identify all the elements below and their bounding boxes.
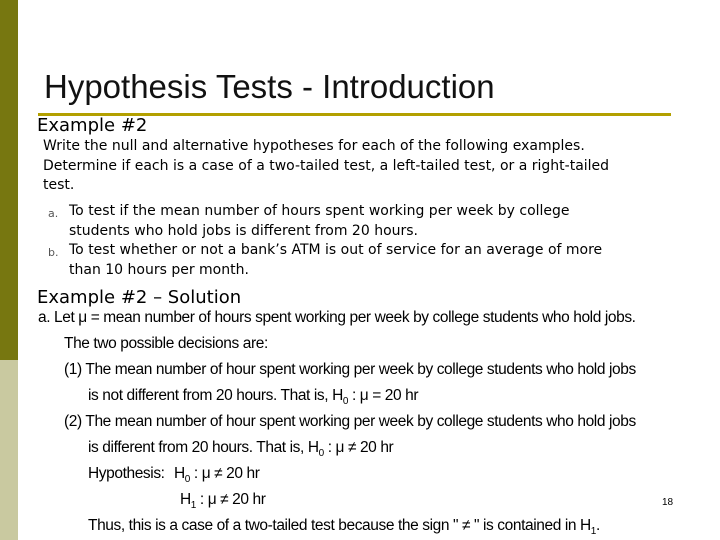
- left-band-upper: [0, 0, 18, 360]
- solution-line-let: a. Let μ = mean number of hours spent working per week by college students who hold jobs.: [38, 309, 636, 326]
- h0-equal-text: is not different from 20 hours. That is, H: [88, 387, 343, 404]
- h1-equation: : μ ≠ 20 hr: [195, 491, 266, 508]
- list-item-text: To test whether or not a bank’s ATM is out of service for an average of more than 10 hours per month.: [69, 242, 603, 278]
- example-heading: Example #2: [37, 115, 148, 136]
- h0-subscript: 0: [342, 396, 349, 408]
- h0-equation: : μ ≠ 20 hr: [189, 465, 260, 482]
- conclusion-subscript: 1: [590, 526, 596, 538]
- hypothesis-h0: [174, 465, 259, 485]
- solution-conclusion: [88, 517, 600, 537]
- list-item-text: To test if the mean number of hours spent working per week by college students who hold jobs is different from 20 hours.: [69, 203, 570, 239]
- h1-subscript: 1: [190, 500, 196, 512]
- h0-subscript: 0: [318, 448, 324, 460]
- solution-line-decision-1: (1) The mean number of hour spent working per week by college students who hold jobs: [64, 361, 636, 378]
- hypothesis-h1: [180, 491, 265, 511]
- h1-letter: H: [180, 491, 191, 508]
- solution-line-decision-2: (2) The mean number of hour spent working per week by college students who hold jobs: [64, 413, 636, 430]
- list-item: [48, 202, 628, 241]
- hypothesis-label: Hypothesis:: [88, 465, 165, 482]
- slide-title: Hypothesis Tests - Introduction: [44, 68, 495, 105]
- list-marker: b.: [48, 246, 59, 259]
- h0-diff-text: is different from 20 hours. That is, H: [88, 439, 319, 456]
- list-marker: a.: [48, 207, 59, 220]
- list-item: [48, 241, 628, 280]
- h0-diff-eq: : μ ≠ 20 hr: [323, 439, 394, 456]
- h0-equal-eq: : μ = 20 hr: [348, 387, 419, 404]
- left-band-lower: [0, 360, 18, 540]
- solution-line-decisions: The two possible decisions are:: [64, 335, 268, 352]
- page-number: 18: [662, 497, 674, 508]
- h0-subscript: 0: [184, 474, 190, 486]
- solution-heading: Example #2 – Solution: [37, 287, 242, 308]
- solution-line-h0-different: [88, 439, 393, 459]
- solution-line-h0-equal: [88, 387, 418, 407]
- conclusion-end: .: [595, 517, 600, 534]
- example-list: [48, 202, 628, 280]
- intro-paragraph: Write the null and alternative hypotheses for each of the following examples. Determine if each is a case of a two-tailed test, a left-tailed test, or a right-tailed test.: [43, 138, 610, 193]
- conclusion-text: Thus, this is a case of a two-tailed test because the sign " ≠ " is contained in H: [88, 517, 591, 534]
- h0-letter: H: [174, 465, 185, 482]
